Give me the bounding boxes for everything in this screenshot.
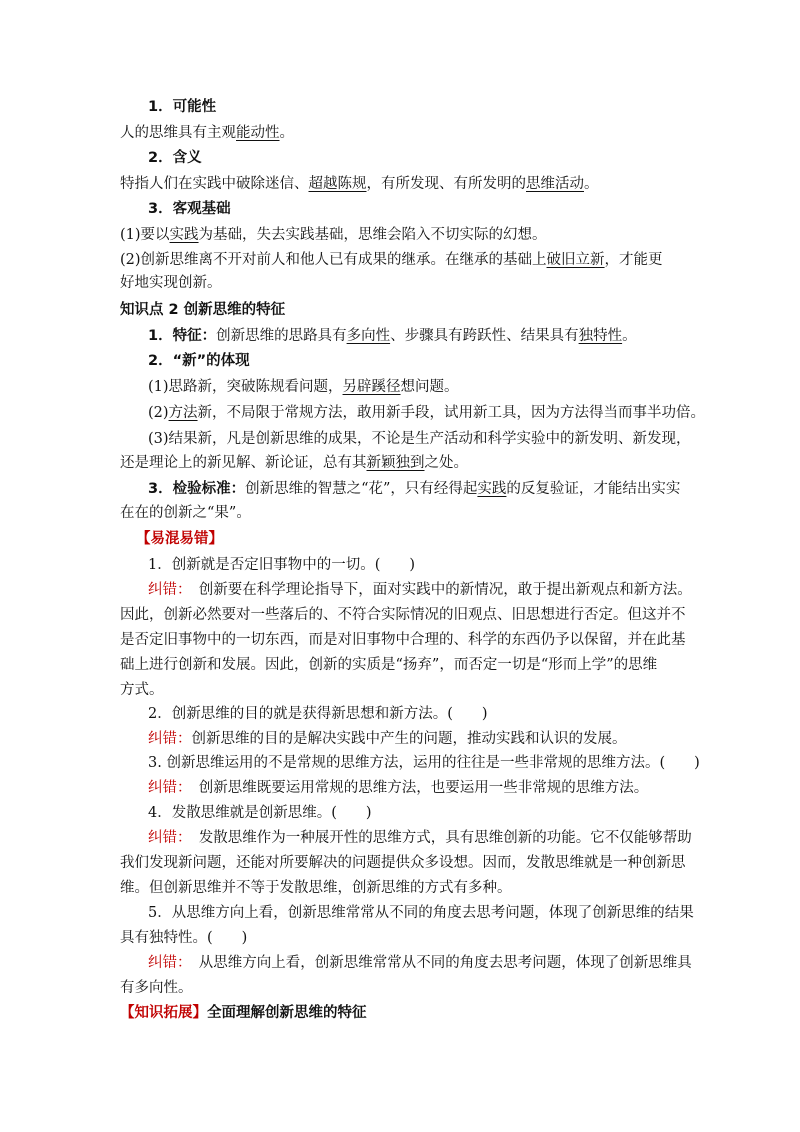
text: 。 <box>622 328 637 344</box>
text: ，才能更 <box>604 252 663 268</box>
answer-1-line-5: 方式。 <box>120 682 164 698</box>
knowledge-extension-heading <box>120 1004 685 1022</box>
text: (1)要以 <box>120 227 170 243</box>
paragraph-basis-2-cont: 好地实现创新。 <box>120 275 222 291</box>
paragraph-test-standard-cont: 在在的创新之“果”。 <box>120 505 251 521</box>
underlined-term: 新颖独到 <box>366 455 425 471</box>
paragraph-features <box>148 327 713 345</box>
text: 想问题。 <box>400 379 459 395</box>
text: (1)思路新，突破陈规看问题， <box>148 379 343 395</box>
correction-label: 纠错： <box>148 780 185 796</box>
knowledge-point-2-title: 知识点 2 创新思维的特征 <box>120 302 286 318</box>
text: 。 <box>279 125 294 141</box>
paragraph-new-2 <box>148 404 713 422</box>
underlined-term: 超越陈规 <box>308 176 367 192</box>
text: 创新思维的思路具有 <box>216 328 347 344</box>
underlined-term: 多向性 <box>346 328 391 344</box>
answer-3 <box>148 779 713 797</box>
question-2: 2．创新思维的目的就是获得新思想和新方法。( ) <box>148 706 488 722</box>
text: 、步骤具有跨跃性、结果具有 <box>390 328 579 344</box>
text: 从思维方向上看，创新思维常常从不同的角度去思考问题，体现了创新思维具 <box>198 955 692 971</box>
text: (2)创新思维离不开对前人和他人已有成果的继承。在继承的基础上 <box>120 252 547 268</box>
question-5-line-2: 具有独特性。( ) <box>120 930 248 946</box>
text: 特指人们在实践中破除迷信、 <box>120 176 309 192</box>
text: 创新要在科学理论指导下，面对实践中的新情况，敢于提出新观点和新方法。 <box>198 582 692 598</box>
heading-meaning: 2．含义 <box>148 150 202 166</box>
question-5: 5．从思维方向上看，创新思维常常从不同的角度去思考问题，体现了创新思维的结果 <box>148 905 694 921</box>
text: 创新思维的目的是解决实践中产生的问题，推动实践和认识的发展。 <box>191 731 627 747</box>
answer-1-line-2: 因此，创新必然要对一些落后的、不符合实际情况的旧观点、旧思想进行否定。但这并不 <box>120 607 686 623</box>
paragraph-basis-2 <box>120 251 685 269</box>
text: 人的思维具有主观 <box>120 125 236 141</box>
correction-label: 纠错： <box>148 955 185 971</box>
label: 1．特征： <box>148 328 217 344</box>
text: 之处。 <box>424 455 468 471</box>
text: 。 <box>584 176 599 192</box>
extension-title: 全面理解创新思维的特征 <box>207 1005 367 1021</box>
paragraph-test-standard <box>148 480 713 498</box>
text: (2) <box>148 405 169 421</box>
question-1: 1．创新就是否定旧事物中的一切。( ) <box>148 557 416 573</box>
answer-4-line-3: 维。但创新思维并不等于发散思维，创新思维的方式有多种。 <box>120 880 512 896</box>
question-3: 3. 创新思维运用的不是常规的思维方法，运用的往往是一些非常规的思维方法。( ) <box>148 755 700 771</box>
paragraph-basis-1 <box>120 226 685 244</box>
answer-2 <box>148 730 713 748</box>
mistakes-title: 【易混易错】 <box>136 531 223 547</box>
underlined-term: 另辟蹊径 <box>342 379 401 395</box>
text: ，有所发现、有所发明的 <box>366 176 526 192</box>
label: 3．检验标准： <box>148 481 246 497</box>
paragraph-meaning <box>120 175 685 193</box>
text: 发散思维作为一种展开性的思维方式，具有思维创新的功能。它不仅能够帮助 <box>198 830 692 846</box>
paragraph-new-3: (3)结果新，凡是创新思维的成果，不论是生产活动和科学实验中的新发明、新发现， <box>148 431 691 447</box>
underlined-term: 实践 <box>169 227 199 243</box>
underlined-term: 独特性 <box>578 328 623 344</box>
underlined-term: 方法 <box>168 405 198 421</box>
answer-1-line-4: 础上进行创新和发展。因此，创新的实质是“扬弃”，而否定一切是“形而上学”的思维 <box>120 657 658 673</box>
answer-4-line-2: 我们发现新问题，还能对所要解决的问题提供众多设想。因而，发散思维就是一种创新思 <box>120 855 686 871</box>
underlined-term: 破旧立新 <box>546 252 605 268</box>
text: 新，不局限于常规方法，敢用新手段，试用新工具，因为方法得当而事半功倍。 <box>197 405 706 421</box>
answer-5-line-2: 有多向性。 <box>120 980 193 996</box>
underlined-term: 思维活动 <box>526 176 584 192</box>
text: 还是理论上的新见解、新论证，总有其 <box>120 455 367 471</box>
extension-label: 【知识拓展】 <box>120 1005 207 1021</box>
answer-4 <box>148 829 713 847</box>
question-4: 4．发散思维就是创新思维。( ) <box>148 805 372 821</box>
text: 创新思维的智慧之“花”，只有经得起 <box>245 481 478 497</box>
text: 创新思维既要运用常规的思维方法，也要运用一些非常规的思维方法。 <box>198 780 649 796</box>
heading-new-manifestation: 2．“新”的体现 <box>148 353 250 369</box>
paragraph-new-1 <box>148 378 713 396</box>
heading-objective-basis: 3．客观基础 <box>148 201 231 217</box>
answer-5 <box>148 954 713 972</box>
paragraph-possibility <box>120 124 685 142</box>
correction-label: 纠错： <box>148 582 185 598</box>
text: 为基础，失去实践基础，思维会陷入不切实际的幻想。 <box>198 227 547 243</box>
underlined-term: 实践 <box>477 481 507 497</box>
paragraph-new-3-cont <box>120 454 685 472</box>
answer-1-line-3: 是否定旧事物中的一切东西，而是对旧事物中合理的、科学的东西仍予以保留，并在此基 <box>120 632 686 648</box>
underlined-term: 能动性 <box>236 125 280 141</box>
correction-label: 纠错： <box>148 731 192 747</box>
heading-possibility: 1．可能性 <box>148 99 217 115</box>
text: 的反复验证，才能结出实实 <box>506 481 681 497</box>
correction-label: 纠错： <box>148 830 185 846</box>
answer-1 <box>148 581 713 599</box>
